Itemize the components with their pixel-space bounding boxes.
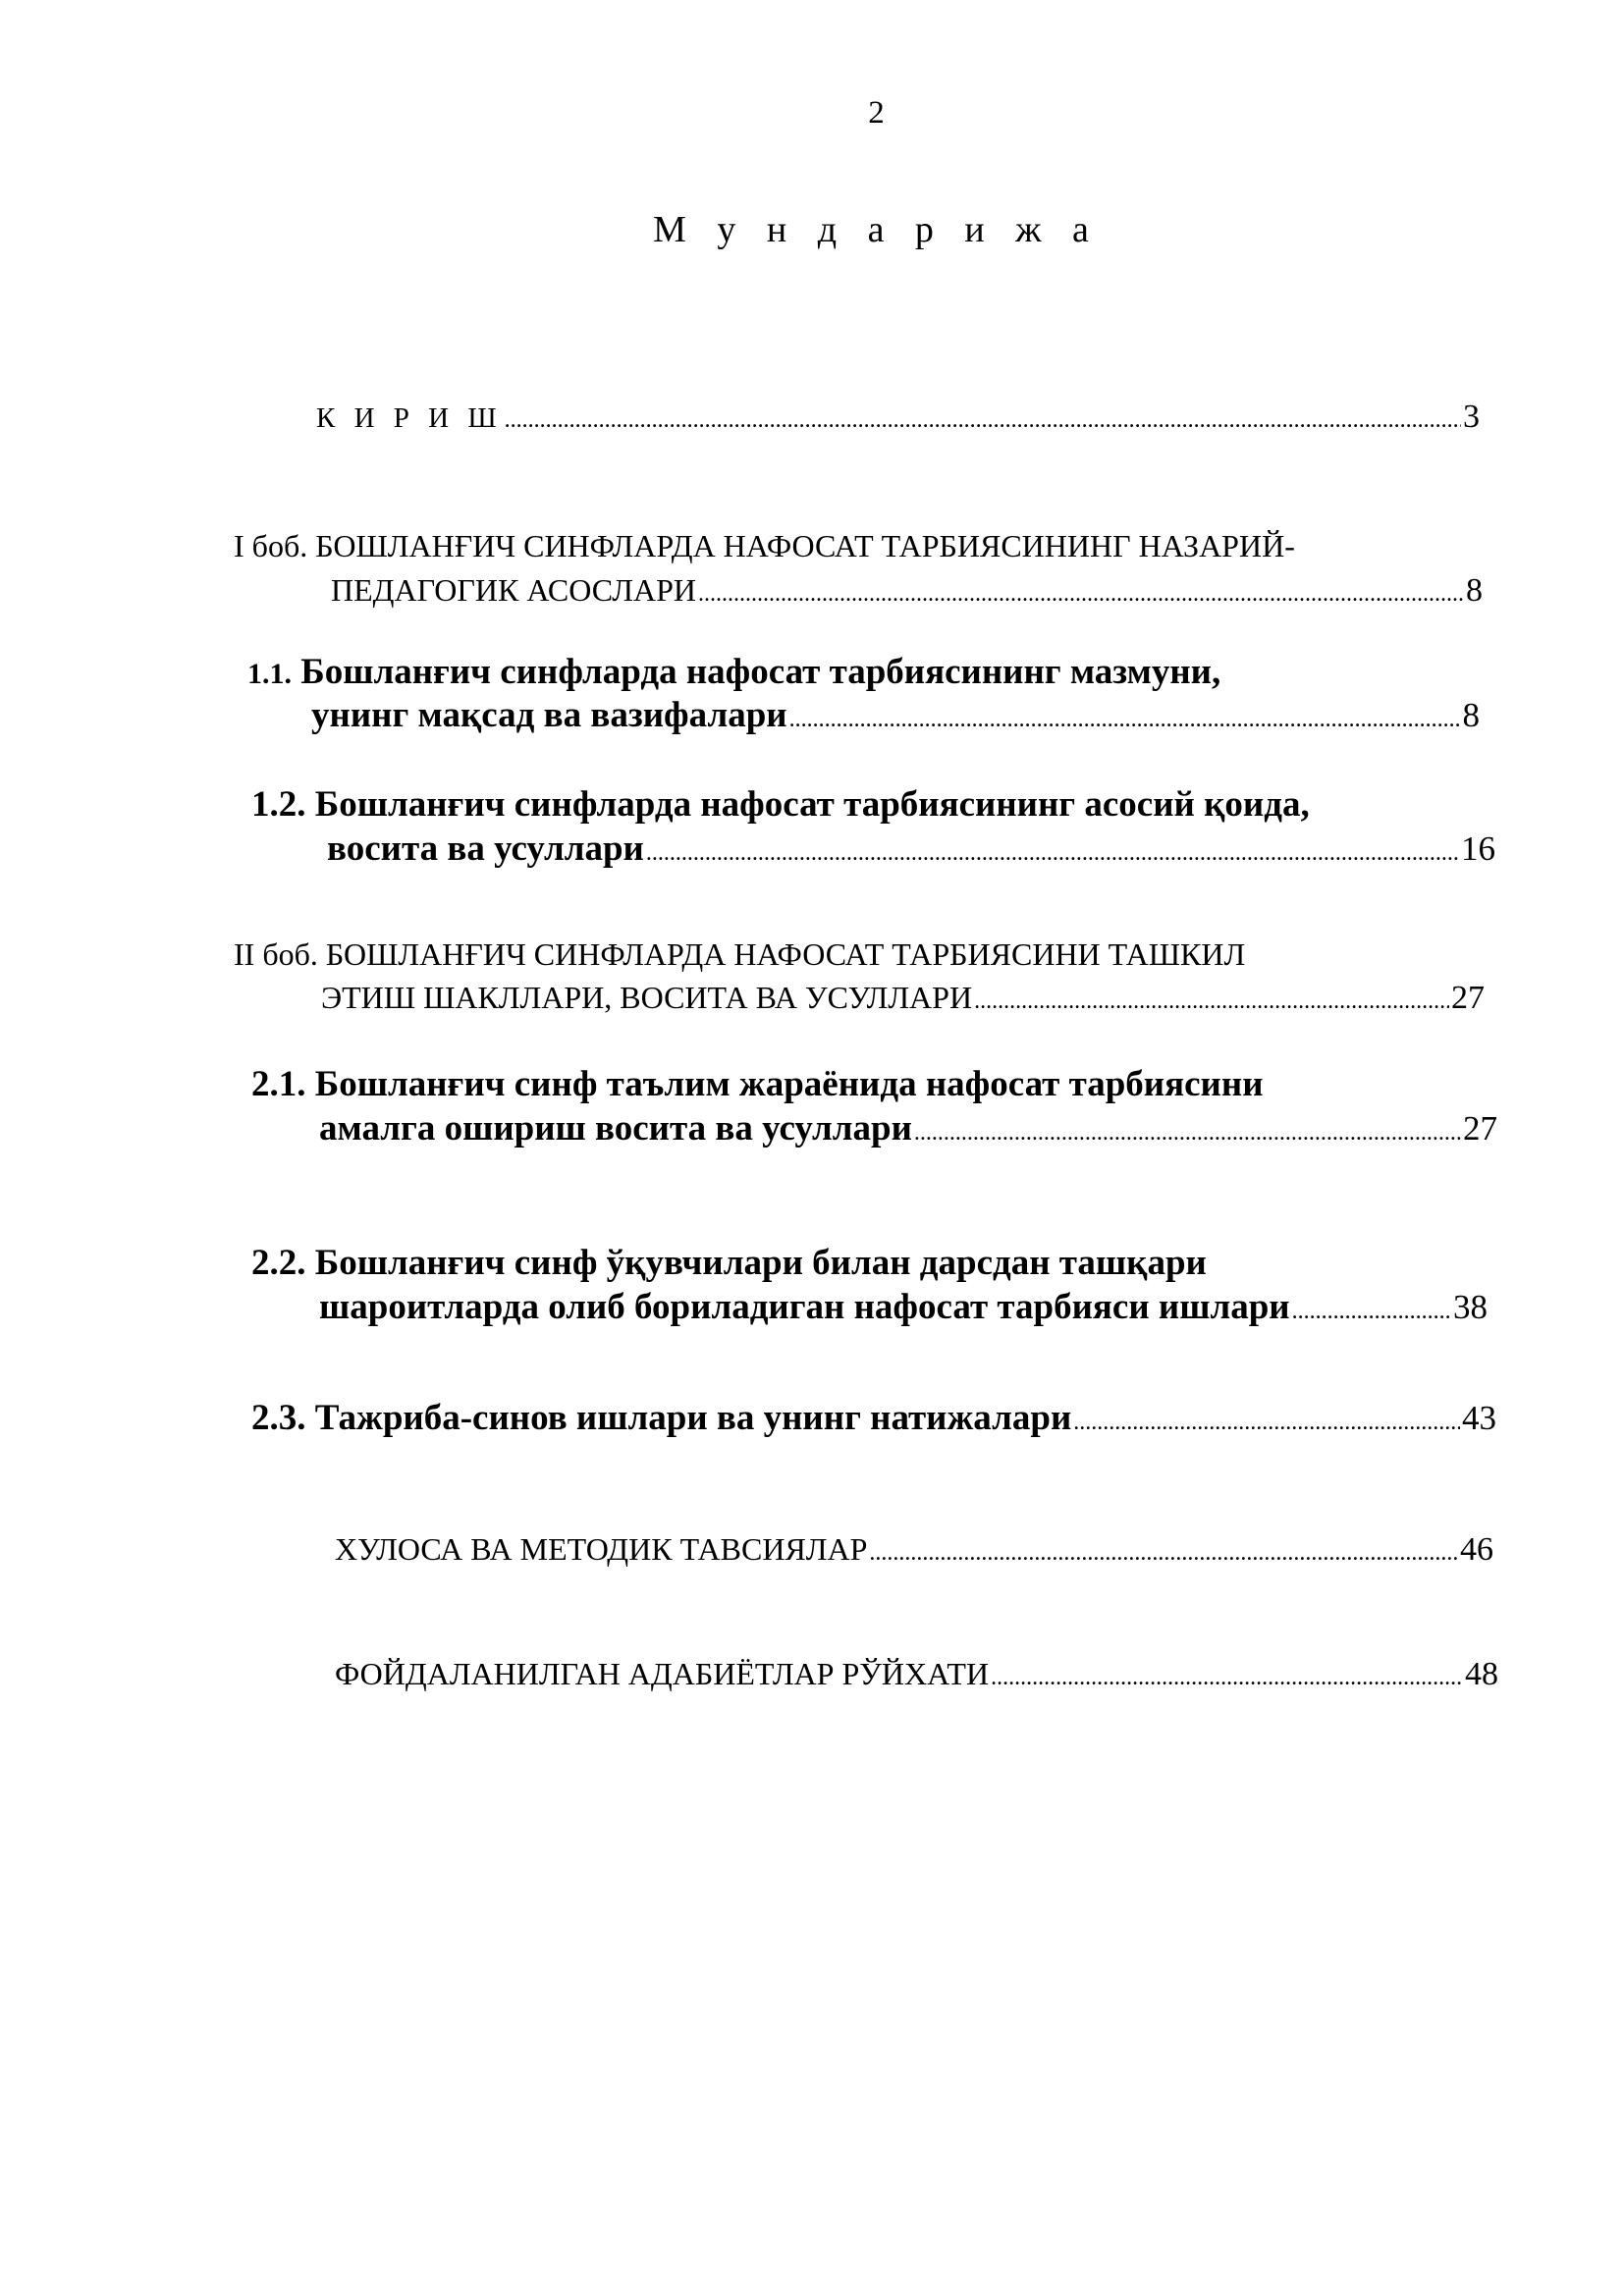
toc-entry-chapter1[interactable] xyxy=(331,572,1483,610)
dot-leader xyxy=(1073,1410,1460,1436)
toc-entry-label: К И Р И Ш xyxy=(316,402,503,434)
toc-entry-section1-1[interactable] xyxy=(311,694,1480,736)
toc-entry-conclusion[interactable] xyxy=(335,1531,1493,1569)
dot-leader xyxy=(869,1540,1458,1567)
section-number: 1.2. xyxy=(251,784,306,825)
toc-title: М у н д а р и ж а xyxy=(653,209,1100,250)
dot-leader xyxy=(646,840,1459,867)
dot-leader xyxy=(789,707,1461,733)
toc-entry-kirish[interactable] xyxy=(316,399,1480,436)
toc-entry-page: 46 xyxy=(1460,1531,1493,1568)
toc-entry-page: 38 xyxy=(1453,1288,1488,1326)
toc-entry-page: 48 xyxy=(1465,1656,1498,1692)
dot-leader xyxy=(914,1120,1461,1147)
toc-entry-label: восита ва усуллари xyxy=(327,828,644,869)
toc-entry-section2-1[interactable] xyxy=(319,1107,1497,1149)
dot-leader xyxy=(974,988,1449,1015)
dot-leader xyxy=(1292,1299,1451,1325)
toc-section1-1-line1[interactable] xyxy=(247,651,1220,693)
toc-entry-page: 3 xyxy=(1463,399,1480,435)
toc-entry-label: ЭТИШ ШАКЛЛАРИ, ВОСИТА ВА УСУЛЛАРИ xyxy=(321,980,973,1015)
section-number: 1.1. xyxy=(247,658,292,690)
toc-entry-label: ХУЛОСА ВА МЕТОДИК ТАВСИЯЛАР xyxy=(335,1531,868,1567)
toc-section1-2-line1[interactable] xyxy=(251,783,1310,826)
toc-entry-label: унинг мақсад ва вазифалари xyxy=(311,695,787,735)
dot-leader xyxy=(991,1665,1463,1691)
dot-leader xyxy=(505,407,1461,434)
section-title: Бошланғич синфларда нафосат тарбиясининг мазмуни, xyxy=(300,652,1221,692)
dot-leader xyxy=(698,581,1464,608)
toc-chapter2-line1[interactable]: II боб. БОШЛАНҒИЧ СИНФЛАРДА НАФОСАТ ТАРБИЯСИНИ ТАШКИЛ xyxy=(234,936,1246,972)
toc-entry-label: амалга ошириш восита ва усуллари xyxy=(319,1108,912,1148)
toc-entry-page: 43 xyxy=(1462,1399,1496,1437)
section-title: Бошланғич синфларда нафосат тарбиясининг асосий қоида, xyxy=(314,784,1310,825)
toc-section2-1-line1[interactable]: 2.1. Бошланғич синф таълим жараёнида нафосат тарбиясини xyxy=(251,1064,1264,1104)
toc-entry-section2-2[interactable] xyxy=(319,1286,1488,1328)
toc-section2-2-line1[interactable]: 2.2. Бошланғич синф ўқувчилари билан дарсдан ташқари xyxy=(251,1243,1207,1283)
toc-entry-page: 27 xyxy=(1451,980,1485,1016)
toc-entry-label: ПЕДАГОГИК АСОСЛАРИ xyxy=(331,572,696,608)
toc-entry-page: 8 xyxy=(1466,572,1483,609)
toc-entry-chapter2[interactable] xyxy=(321,980,1485,1017)
toc-chapter1-line1[interactable]: I боб. БОШЛАНҒИЧ СИНФЛАРДА НАФОСАТ ТАРБИЯСИНИНГ НАЗАРИЙ- xyxy=(234,528,1295,563)
toc-entry-page: 27 xyxy=(1463,1109,1497,1148)
toc-entry-label: ФОЙДАЛАНИЛГАН АДАБИЁТЛАР РЎЙХАТИ xyxy=(335,1656,990,1691)
toc-entry-label: шароитларда олиб бориладиган нафосат тарбияси ишлари xyxy=(319,1287,1290,1327)
toc-entry-section2-3[interactable] xyxy=(251,1397,1496,1439)
toc-entry-page: 16 xyxy=(1461,829,1495,868)
toc-entry-page: 8 xyxy=(1462,696,1480,734)
toc-entry-section1-2[interactable] xyxy=(327,828,1495,870)
page-number: 2 xyxy=(868,95,885,131)
toc-entry-references[interactable] xyxy=(335,1656,1498,1693)
toc-entry-label: 2.3. Тажриба-синов ишлари ва унинг натижалари xyxy=(251,1398,1072,1438)
